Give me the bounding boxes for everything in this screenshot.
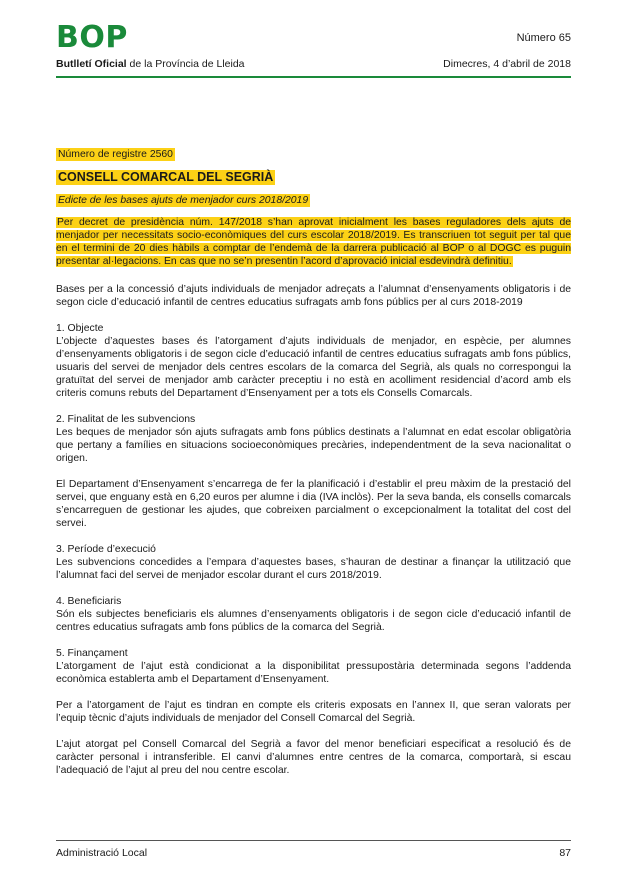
footer-section: Administració Local: [56, 847, 148, 859]
footer-divider: [56, 840, 571, 841]
bulletin-title-bold: Butlletí Oficial: [56, 58, 127, 70]
page-number: 87: [559, 847, 571, 859]
section-finalitat: [56, 413, 571, 465]
section-title: 5. Finançament: [56, 648, 128, 659]
edict-title: Edicte de les bases ajuts de menjador curs 2018/2019: [58, 195, 309, 206]
bulletin-title-rest: de la Província de Lleida: [126, 58, 245, 70]
section-beneficiaris: [56, 595, 571, 634]
section-financament: [56, 647, 571, 686]
bop-logo: BOP: [56, 20, 128, 55]
section-title: 2. Finalitat de les subvencions: [56, 414, 196, 425]
section-text: Les beques de menjador són ajuts sufragats amb fons públics destinats a l’alumnat en edat escolar obligatòria que pertany a famílies en situacions socioeconòmiques precàries, independentment de la seva nacionalitat o origen.: [56, 427, 571, 464]
section-text: L’ajut atorgat pel Consell Comarcal del Segrià a favor del menor beneficiari especificat a resolució és de caràcter personal i intransferible. El canvi d’alumnes entre centres de la comarca, comportarà, si escau l’adequació de l’ajut al preu del nou centre escolar.: [56, 739, 571, 776]
intro-paragraph: [56, 216, 571, 268]
section-text: El Departament d’Ensenyament s’encarrega de fer la planificació i d’establir el preu màxim de la prestació del servei, que enguany està en 6,20 euros per alumne i dia (IVA inclòs). Per la seva banda, els consells comarcals s’encarreguen de gestionar les ajudes, que cobreixen parcialment o excepcionalment la totalitat del cost del servei.: [56, 479, 571, 529]
section-text: L’atorgament de l’ajut està condicionat a la disponibilitat pressupostària determinada segons l’addenda econòmica establerta amb el Departament d’Ensenyament.: [56, 661, 571, 685]
section-text: L’objecte d’aquestes bases és l’atorgament d’ajuts individuals de menjador, en espècie, per alumnes d’ensenyaments obligatoris i de segon cicle d’educació infantil de centres educatius sufragats amb fons públics, usuaris del servei de menjador dels centres escolars de la comarca del Segrià, als quals no correspongui la gratuïtat del servei de menjador amb caràcter preceptiu i no està en acolliment residencial d’acord amb els criteris comuns rebuts del Departament d’Ensenyament per a tots els Consells Comarcals.: [56, 336, 571, 399]
section-objecte: [56, 322, 571, 400]
registry-number: Número de registre 2560: [58, 149, 173, 160]
section-title: 1. Objecte: [56, 323, 104, 334]
section-title: 3. Període d’execució: [56, 544, 156, 555]
section-title: 4. Beneficiaris: [56, 596, 122, 607]
bases-title: Bases per a la concessió d’ajuts individuals de menjador adreçats a l’alumnat d’ensenyaments obligatoris i de segon cicle d’educació infantil de centres educatius sufragats amb fons públics per al curs 2018-2019: [56, 284, 571, 308]
section-text: Per a l’atorgament de l’ajut es tindran en compte els criteris exposats en l’annex II, que seran valorats per l’equip tècnic d’ajuts individuals de menjador del Consell Comarcal del Segrià.: [56, 700, 571, 724]
section-text: Són els subjectes beneficiaris els alumnes d’ensenyaments obligatoris i de segon cicle d’educació infantil de centres educatius sufragats amb fons públics de la comarca del Segrià.: [56, 609, 571, 633]
header-divider: [56, 76, 571, 78]
section-text: Les subvencions concedides a l’empara d’aquestes bases, s’hauran de destinar a finançar la utilització que l’alumnat faci del servei de menjador escolar durant el curs 2018/2019.: [56, 557, 571, 581]
intro-text: Per decret de presidència núm. 147/2018 s’han aprovat inicialment les bases reguladores dels ajuts de menjador per necessitats socio-econòmiques del curs escolar 2018/2019. Es transcriuen tot seguit per tal que en el termini de 20 dies hàbils a comptar de l’endemà de la darrera publicació al BOP o al DOGC es puguin presentar al·legacions. En cas que no se’n presentin l’acord d’aprovació inicial esdevindrà definitiu.: [56, 217, 571, 267]
bulletin-title: [56, 58, 245, 70]
section-periode: [56, 543, 571, 582]
organization-heading: CONSELL COMARCAL DEL SEGRIÀ: [58, 170, 274, 184]
issue-number: Número 65: [516, 32, 571, 44]
publication-date: Dimecres, 4 d’abril de 2018: [443, 58, 571, 70]
document-body: [56, 148, 571, 777]
